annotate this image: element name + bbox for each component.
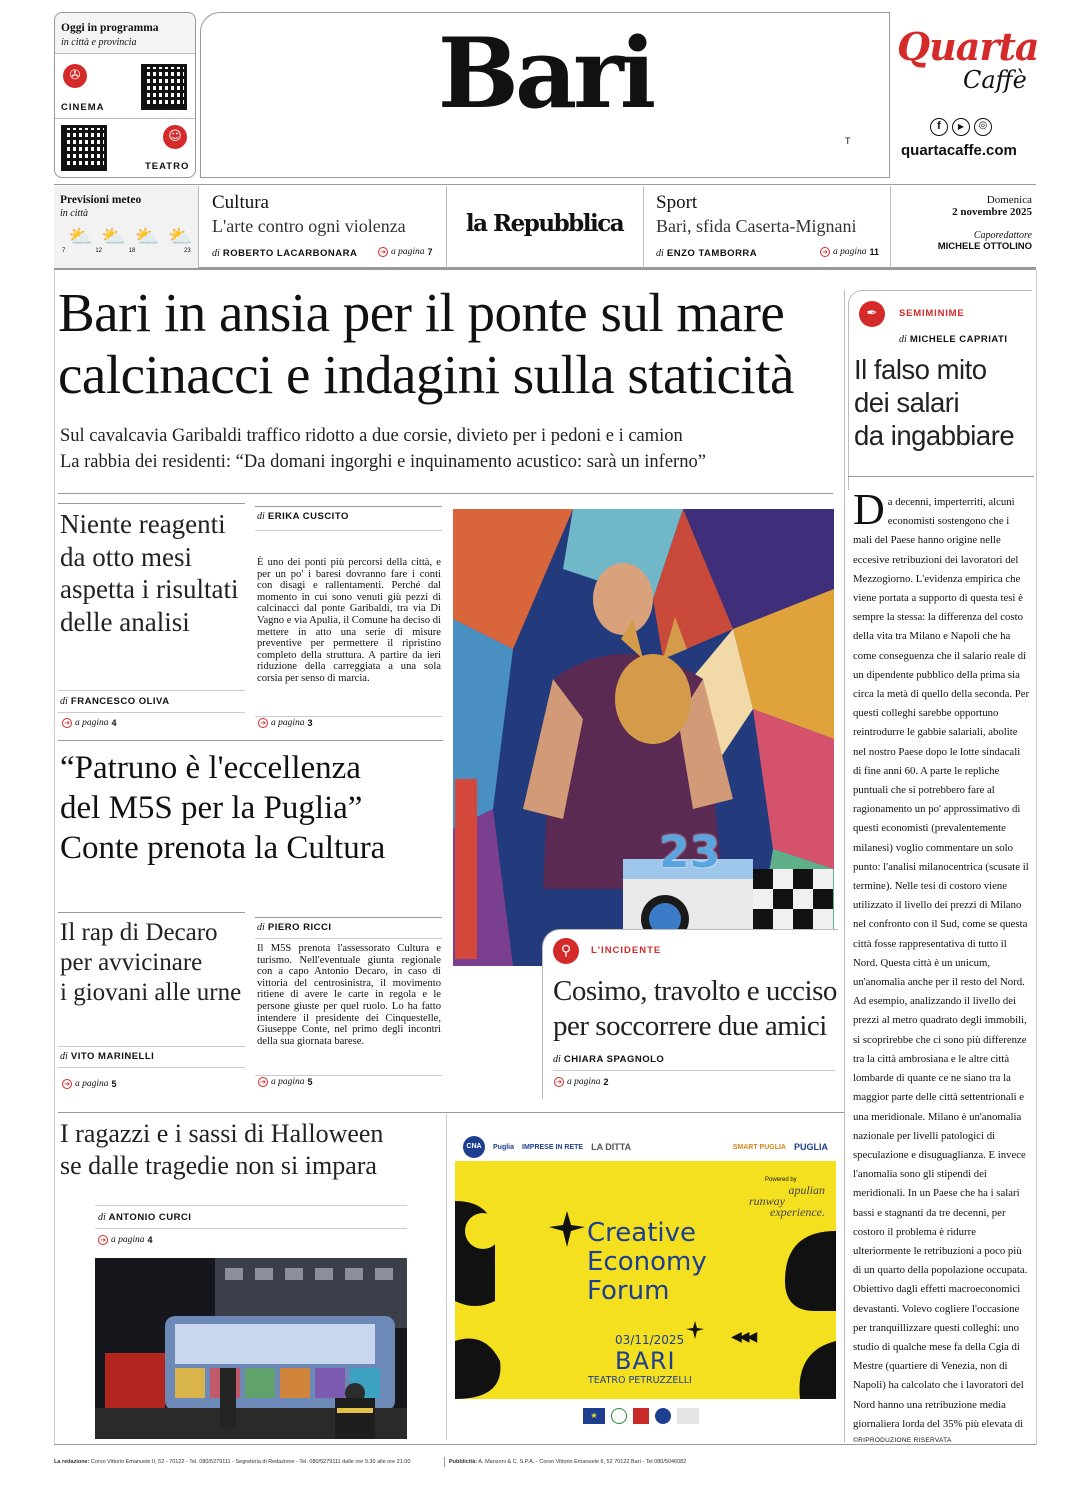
- arrow-right-icon: ➔: [554, 1077, 564, 1087]
- arrow-right-icon: ➔: [62, 718, 72, 728]
- programma-card-cinema[interactable]: [55, 53, 195, 119]
- meteo-time: 12: [95, 248, 103, 254]
- meteo-box: [54, 186, 198, 268]
- sponsor-logo-top: Quarta: [897, 24, 1039, 69]
- teatro-label: TEATRO: [145, 161, 190, 172]
- puglia-emblem-icon: [655, 1408, 671, 1424]
- left-rule: [54, 270, 55, 1445]
- headline-line: per soccorrere due amici: [553, 1010, 827, 1042]
- halloween-headline[interactable]: [60, 1118, 383, 1182]
- main-headline-line: Bari in ansia per il ponte sul mare: [58, 282, 785, 343]
- footer-text: A. Manzoni & C. S.P.A. - Corso Vittorio Emanuele II, 52 70122 Bari - Tel 080/5046082: [478, 1459, 687, 1465]
- decaro-headline[interactable]: [60, 918, 241, 1008]
- halloween-page-ref[interactable]: ➔ a pagina 4: [98, 1235, 153, 1245]
- sport-byline: di ENZO TAMBORRA: [656, 248, 758, 259]
- footer-label: La redazione:: [54, 1459, 90, 1465]
- ad-venue: TEATRO PETRUZZELLI: [588, 1375, 692, 1386]
- meteo-time: 23: [183, 248, 191, 254]
- headline-line: aspetta i risultati: [60, 574, 239, 604]
- italy-emblem-icon: [611, 1408, 627, 1424]
- ad-logo: CNA: [463, 1136, 485, 1158]
- semiminime-body: a decenni, imperterriti, alcuni economisti sostengono che i mali del Paese hanno origine nelle eccesive retribuzioni dei lavoratori del Mezzogiorno. L'evidenza empirica che viene portata a supporto di questa tesi è sempre la stessa: la differenza del costo della vita tra Milano e Napoli che ha come conseguenza che il salario reale di un dipendente pubblico della prima sia circa la metà di quello della seconda. Per questi colleghi sarebbe opportuno reintrodurre le gabbie salariali, abolite nel nostro Paese dopo le lotte sindacali di fine anni 60. A parte le repliche puntuali che si potrebbero fare al ragionamento un po' approssimativo di questi economisti (prevalentemente milanesi) voglio commentare un solo punto: l'analisi milanocentrica (scusate il termine). Nelle tesi di costoro viene utilizzato il livello dei prezzi di Milano nel confronto con il Sud, come se questa città fosse rappresentativa di tutto il Nord. Questa città è un unicum, un'anomalia anche per il resto del Nord. Ad esempio, analizzando il livello dei prezzi al metro quadrato degli immobili, si scoprirebbe che ci sono più differenze tra la città ambrosiana e le altre città lombarde di quante ce ne siano tra la maggior parte delle città settentrionali e una meridionale. Milano è un'anomalia nazionale per livelli patologici di speculazione e disuguaglianza. E invece l'anomalia sono gli stipendi dei meridionali. In un Paese che ha i salari bassi e stagnanti da tre decenni, per costoro il problema è ridurre ulteriormente le retribuzioni a poco più di un quarto della popolazione occupata. Obiettivo dagli effetti macroeconomici devastanti. Volevo cogliere l'occasione per tranquillizzare questi colleghi: uno studio di qualche mese fa della Cgia di Mestre (quartiere di Venezia, non di Napoli) ha calcolato che i lavoratori del Nord hanno una retribuzione media giornaliera lorda del 35% più elevata di: [853, 496, 1030, 1430]
- headline-line: Cosimo, travolto e ucciso: [553, 975, 837, 1007]
- ad-city: BARI: [615, 1347, 676, 1375]
- ad-date: 03/11/2025: [615, 1333, 685, 1347]
- headline-line: Il rap di Decaro: [60, 919, 218, 946]
- date-box: [892, 190, 1032, 266]
- ad-partner-line: experience.: [770, 1205, 825, 1219]
- pen-icon: ✒: [859, 301, 885, 327]
- social-icons: [930, 118, 992, 136]
- incidente-kicker: L'INCIDENTE: [591, 945, 662, 956]
- footer-redazione: [54, 1459, 410, 1465]
- editor-label: Caporedattore: [973, 230, 1032, 241]
- programma-subtitle: in città e provincia: [61, 37, 137, 48]
- headline-line: da otto mesi: [60, 541, 192, 572]
- ad-logo: Puglia: [493, 1143, 515, 1151]
- decaro-byline: di VITO MARINELLI: [60, 1051, 155, 1062]
- sponsor-logo[interactable]: [895, 20, 1039, 120]
- halloween-byline: di ANTONIO CURCI: [98, 1212, 192, 1223]
- main-headline-line: calcinacci e indagini sulla staticità: [58, 344, 794, 405]
- ad-partner-line: apulian: [788, 1183, 825, 1197]
- semiminime-dropcap: D: [853, 490, 885, 534]
- ad-partner-line: runway: [749, 1194, 785, 1208]
- programma-box: [54, 12, 196, 178]
- city-title: Bari: [437, 17, 653, 130]
- small-mark: T: [845, 136, 851, 146]
- footer-text: Corso Vittorio Emanuele II, 52 - 70122 - Tel. 080/5279111 - Segreteria di Redazione - Tel. 080/5279111 dalle ore 9.30 alle ore 21.00: [90, 1459, 411, 1465]
- sport-teaser[interactable]: [656, 190, 888, 266]
- instagram-icon[interactable]: ◎: [974, 118, 992, 136]
- cinema-label: CINEMA: [61, 102, 105, 113]
- youtube-icon[interactable]: ▶: [952, 118, 970, 136]
- ad-top-logos: [463, 1136, 828, 1158]
- meteo-slot: [95, 224, 125, 258]
- arrow-right-icon: ➔: [378, 247, 388, 257]
- headline-line: “Patruno è l'eccellenza: [60, 750, 361, 786]
- repubblica-logo: la Repubblica: [465, 210, 624, 237]
- decaro-page-ref[interactable]: ➔ a pagina 5: [62, 1079, 117, 1089]
- headline-line: delle analisi: [60, 606, 190, 637]
- partner-emblem-icon: [677, 1408, 699, 1424]
- photo-illustration: [95, 1258, 407, 1439]
- ad-banner[interactable]: [455, 1128, 836, 1440]
- ponte-byline: di ERIKA CUSCITO: [257, 511, 349, 522]
- sport-title: Bari, sfida Caserta-Mignani: [656, 216, 857, 236]
- reagenti-byline: di FRANCESCO OLIVA: [60, 696, 170, 707]
- sun-cloud-icon: ⛅: [167, 224, 193, 248]
- cultura-teaser[interactable]: [212, 190, 444, 266]
- right-rule: [1036, 270, 1037, 1445]
- ad-title-line: Creative: [587, 1218, 697, 1248]
- programma-title: Oggi in programma: [61, 22, 159, 34]
- ad-yellow-panel: [455, 1161, 836, 1399]
- programma-card-teatro[interactable]: [55, 119, 195, 177]
- cinema-qr-code[interactable]: [141, 64, 187, 110]
- issue-day: Domenica: [986, 194, 1032, 206]
- headline-line: Conte prenota la Cultura: [60, 830, 386, 866]
- incidente-headline: [553, 974, 837, 1044]
- ad-title-line: Economy: [587, 1247, 707, 1277]
- m5s-body: Il M5S prenota l'assessorato Cultura e turismo. Nell'eventuale giunta regionale con a capo Antonio Decaro, in caso di vittoria del centrosinistra, il movimento ritiene di avere le carte in regola e le persone giuste per quel ruolo. Lo ha fatto intendere il presidente dei Cinquestelle, Giuseppe Conte, nel primo degli incontri della sua giornata barese.: [257, 943, 441, 1047]
- headline-line: dei salari: [854, 387, 960, 418]
- issue-date: 2 novembre 2025: [952, 206, 1032, 218]
- headline-line: Il falso mito: [854, 354, 987, 385]
- arrow-right-icon: ➔: [820, 247, 830, 257]
- cultura-page-ref[interactable]: ➔ a pagina 7: [378, 247, 433, 257]
- ad-logo: PUGLIA: [793, 1142, 828, 1152]
- arrow-right-icon: ➔: [258, 718, 268, 728]
- headline-line: se dalle tragedie non si impara: [60, 1151, 377, 1180]
- headline-line: per avvicinare: [60, 949, 203, 976]
- cultura-title: L'arte contro ogni violenza: [212, 216, 406, 236]
- cinema-icon: ✇: [63, 64, 87, 88]
- region-emblem-icon: [633, 1408, 649, 1424]
- sun-cloud-icon: ⛅: [134, 224, 160, 248]
- semiminime-article: [853, 490, 1031, 1430]
- eu-flag-icon: ★: [583, 1408, 605, 1424]
- ad-title: [587, 1219, 707, 1306]
- semiminime-headline[interactable]: [854, 353, 1014, 452]
- reagenti-page-ref[interactable]: ➔ a pagina 4: [62, 718, 117, 728]
- incidente-photo[interactable]: [453, 509, 834, 966]
- sport-section: Sport: [656, 192, 698, 213]
- patruno-headline[interactable]: [60, 748, 385, 868]
- ad-logo: LA DITTA: [591, 1142, 632, 1152]
- meteo-slot: [162, 224, 192, 258]
- incidente-box[interactable]: [542, 929, 838, 1099]
- headline-line: Niente reagenti: [60, 509, 226, 539]
- meteo-forecast-row: [62, 224, 192, 258]
- cultura-section: Cultura: [212, 192, 269, 213]
- incidente-icon: ⚲: [553, 938, 579, 964]
- ad-logo: IMPRESE IN RETE: [522, 1143, 584, 1151]
- sponsor-url[interactable]: quartacaffe.com: [901, 142, 1017, 159]
- ad-logo: SMART PUGLIA: [732, 1143, 786, 1151]
- arrow-right-icon: ➔: [258, 1077, 268, 1087]
- ad-bottom-logos: [583, 1408, 699, 1424]
- headline-line: i giovani alle urne: [60, 979, 242, 1006]
- meteo-subtitle: in città: [60, 208, 89, 219]
- meteo-slot: [62, 224, 92, 258]
- semiminime-byline: di MICHELE CAPRIATI: [899, 334, 1008, 345]
- headline-line: del M5S per la Puglia”: [60, 790, 363, 826]
- arrow-right-icon: ➔: [62, 1079, 72, 1089]
- footer-label: Pubblicità:: [449, 1459, 478, 1465]
- editor-name: MICHELE OTTOLINO: [937, 241, 1032, 252]
- meteo-title: Previsioni meteo: [60, 194, 142, 206]
- teatro-icon: ☺: [163, 125, 187, 149]
- ponte-page-ref[interactable]: ➔ a pagina 3: [258, 718, 313, 728]
- ad-powered-by: Powered by: [765, 1177, 797, 1183]
- headline-line: I ragazzi e i sassi di Halloween: [60, 1119, 384, 1148]
- facebook-icon[interactable]: f: [930, 118, 948, 136]
- main-subheadline: [60, 423, 840, 475]
- headline-line: da ingabbiare: [854, 420, 1015, 451]
- semiminime-rights: ©RIPRODUZIONE RISERVATA: [853, 1437, 952, 1444]
- incidente-byline: di CHIARA SPAGNOLO: [553, 1054, 665, 1065]
- sun-cloud-icon: ⛅: [101, 224, 127, 248]
- main-subheadline-line: La rabbia dei residenti: “Da domani ingorghi e inquinamento acustico: sarà un inferno”: [60, 452, 706, 472]
- cultura-byline: di ROBERTO LACARBONARA: [212, 248, 358, 259]
- masthead: [0, 0, 1091, 185]
- ponte-body: È uno dei ponti più percorsi della città, e per un po' i baresi dovranno fare i conti con disagi e rallentamenti. Perché dal momento in cui sono venuti giù pezzi di calcinacci dal ponte Garibaldi, tra via Di Vagno e via Apulia, il Comune ha deciso di mettere in atto una serie di misure preventive per permettere il ripristino completo della struttura. A partire da ieri riduzione della carreggiata a una sola corsia per senso di marcia.: [257, 557, 441, 684]
- photo-illustration: [453, 509, 834, 966]
- halloween-photo[interactable]: [95, 1258, 407, 1439]
- sport-page-ref[interactable]: ➔ a pagina 11: [820, 247, 879, 257]
- meteo-slot: [129, 224, 159, 258]
- main-subheadline-line: Sul cavalcavia Garibaldi traffico ridotto a due corsie, divieto per i pedoni e i camion: [60, 426, 683, 446]
- semiminime-kicker: SEMIMINIME: [899, 308, 965, 319]
- sun-cloud-icon: ⛅: [68, 224, 93, 248]
- semiminime-header: [848, 290, 1032, 490]
- photo-cake-number: 23: [659, 827, 721, 878]
- arrow-right-icon: ➔: [98, 1235, 108, 1245]
- incidente-page-ref[interactable]: ➔ a pagina 2: [554, 1077, 609, 1087]
- footer-pubblicita: [449, 1459, 686, 1465]
- reagenti-headline[interactable]: [60, 508, 238, 638]
- sponsor-logo-bottom: Caffè: [963, 66, 1027, 94]
- teatro-qr-code[interactable]: [61, 125, 107, 171]
- ad-partner: [725, 1185, 825, 1218]
- m5s-byline: di PIERO RICCI: [257, 922, 332, 933]
- ad-title-line: Forum: [587, 1276, 670, 1306]
- meteo-time: 18: [128, 248, 136, 254]
- ad-arrows: ◀◀◀: [731, 1329, 755, 1345]
- m5s-page-ref[interactable]: ➔ a pagina 5: [258, 1077, 313, 1087]
- main-headline[interactable]: [58, 282, 848, 406]
- meteo-time: 7: [62, 248, 66, 254]
